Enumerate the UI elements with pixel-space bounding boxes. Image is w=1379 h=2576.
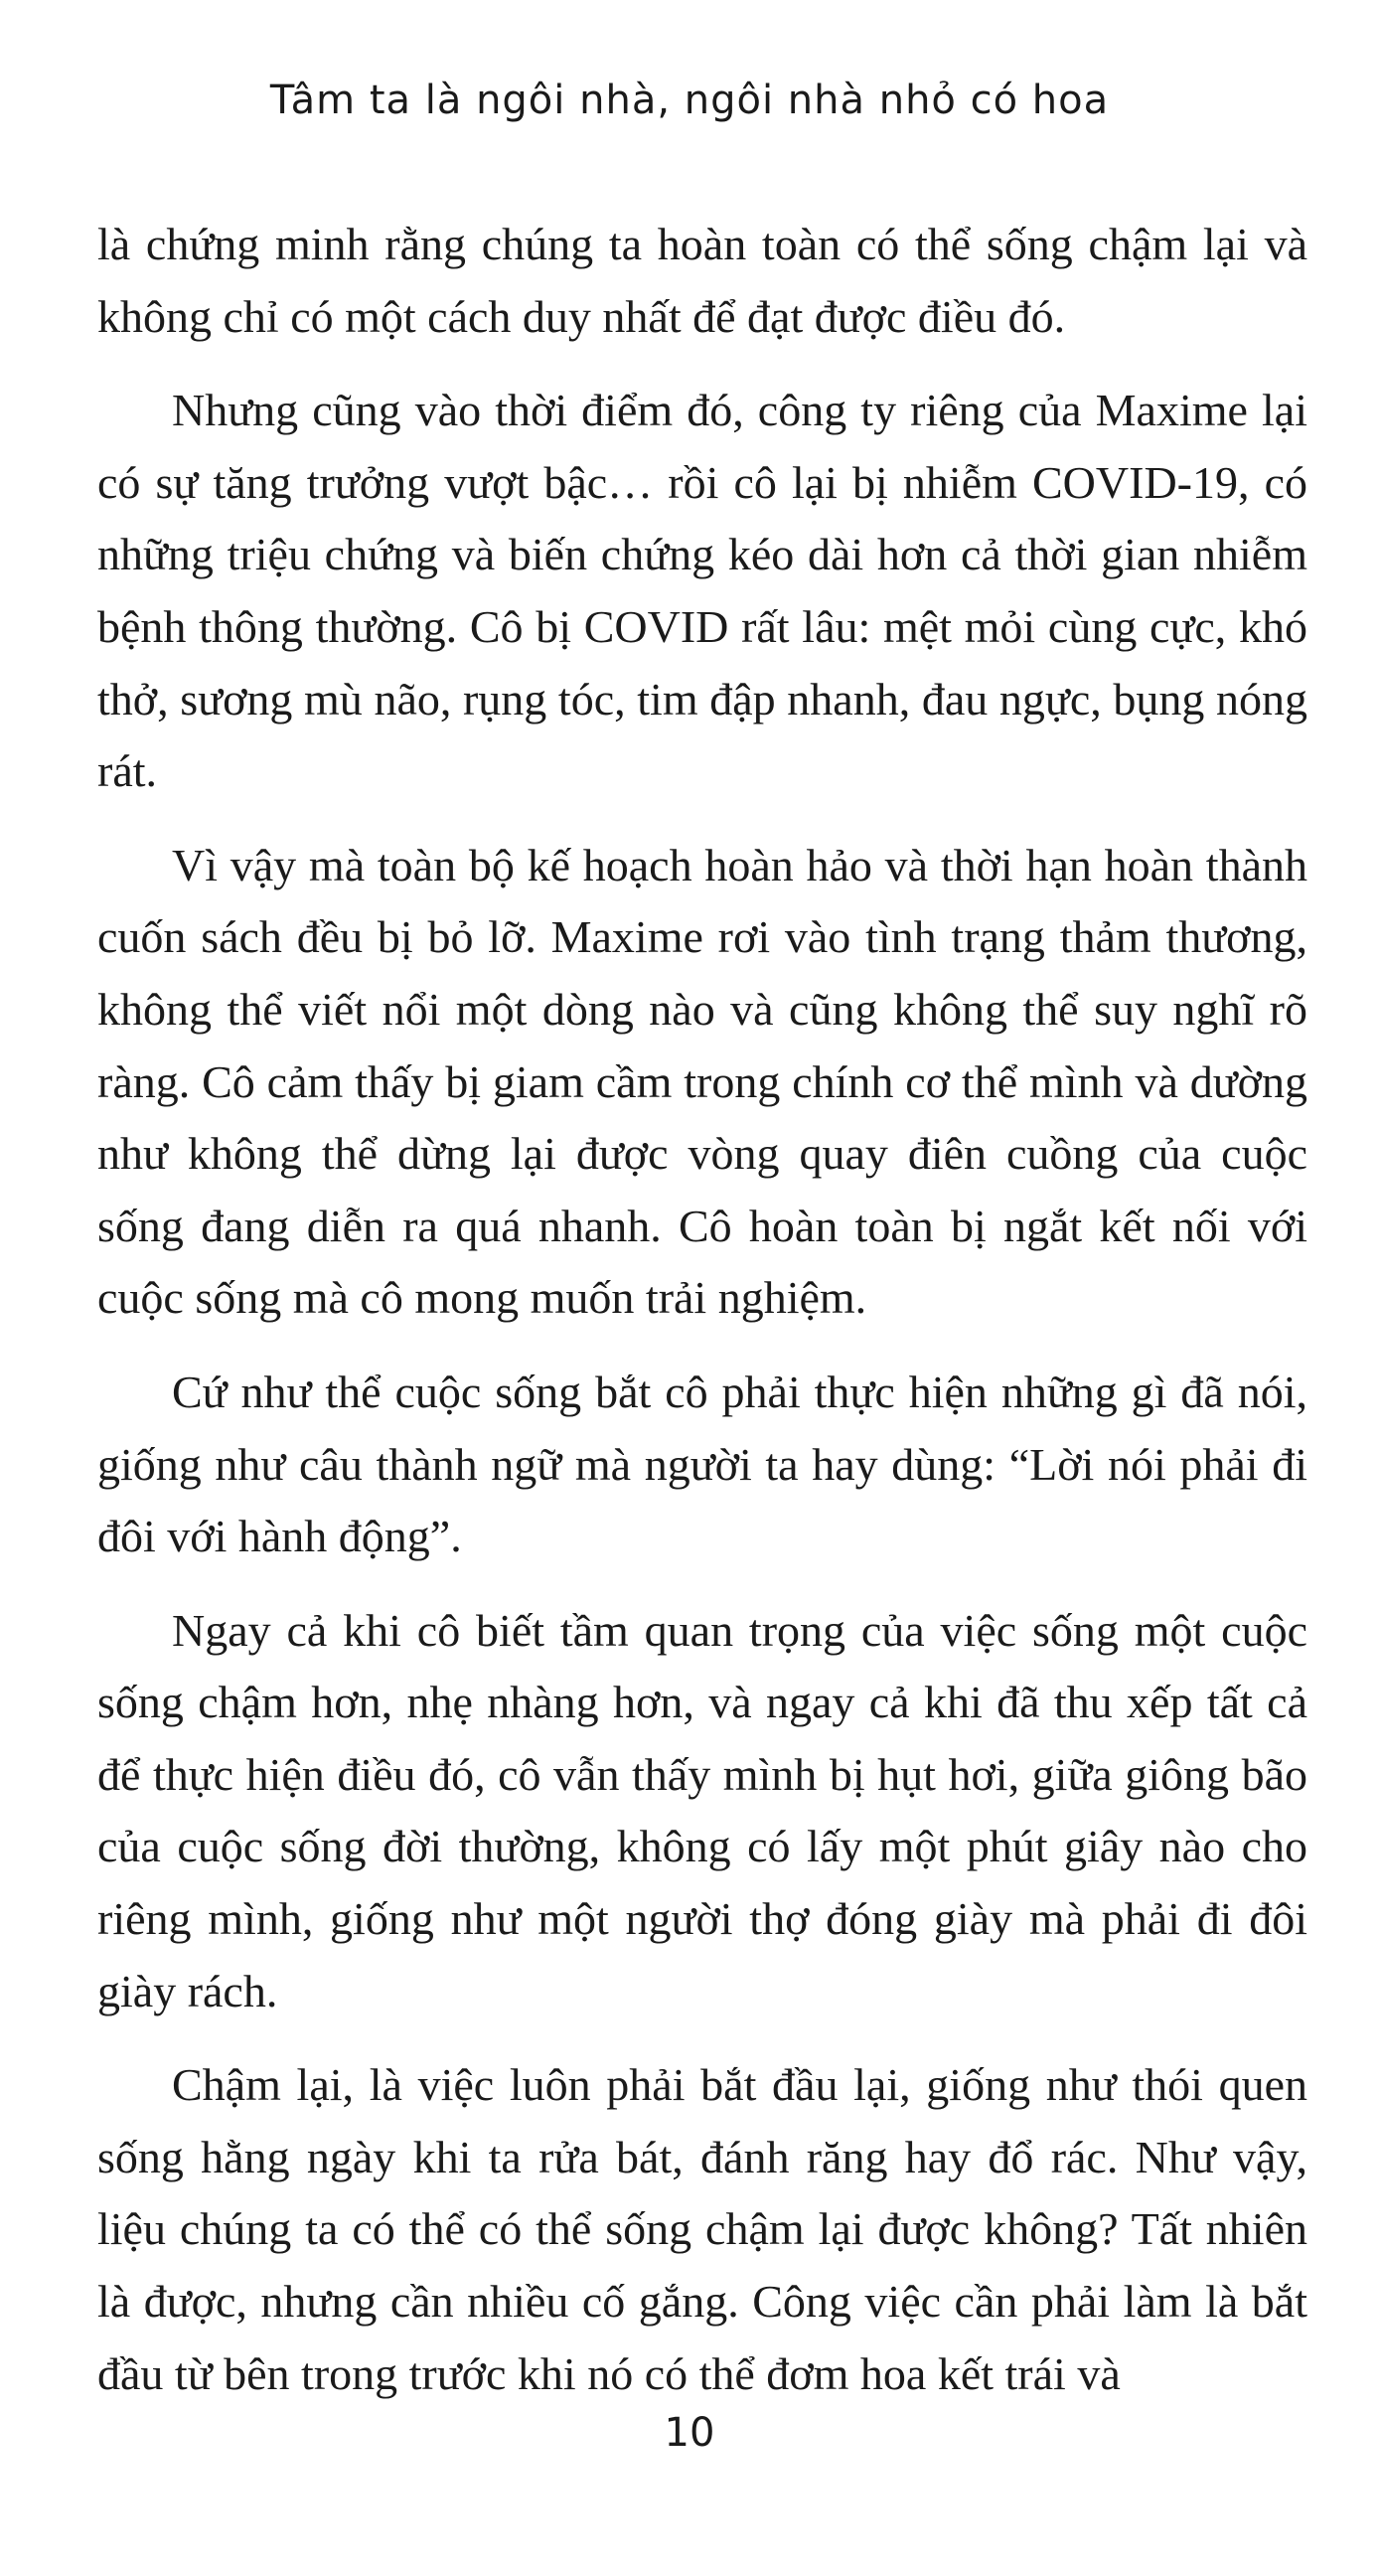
body-text	[97, 209, 1307, 2432]
paragraph: Vì vậy mà toàn bộ kế hoạch hoàn hảo và thời hạn hoàn thành cuốn sách đều bị bỏ lỡ. Maxime rơi vào tình trạng thảm thương, không thể viết nổi một dòng nào và cũng không thể suy nghĩ rõ ràng. Cô cảm thấy bị giam cầm trong chính cơ thể mình và dường như không thể dừng lại được vòng quay điên cuồng của cuộc sống đang diễn ra quá nhanh. Cô hoàn toàn bị ngắt kết nối với cuộc sống mà cô mong muốn trải nghiệm.	[97, 839, 1307, 1324]
running-header: Tâm ta là ngôi nhà, ngôi nhà nhỏ có hoa	[269, 78, 1110, 123]
paragraph-continuation: là chứng minh rằng chúng ta hoàn toàn có thể sống chậm lại và không chỉ có một cách duy nhất để đạt được điều đó.	[97, 219, 1307, 342]
paragraph: Nhưng cũng vào thời điểm đó, công ty riêng của Maxime lại có sự tăng trưởng vượt bậc… rồi cô lại bị nhiễm COVID-19, có những triệu chứng và biến chứng kéo dài hơn cả thời gian nhiễm bệnh thông thường. Cô bị COVID rất lâu: mệt mỏi cùng cực, khó thở, sương mù não, rụng tóc, tim đập nhanh, đau ngực, bụng nóng rát.	[97, 385, 1307, 797]
paragraph: Ngay cả khi cô biết tầm quan trọng của việc sống một cuộc sống chậm hơn, nhẹ nhàng hơn, và ngay cả khi đã thu xếp tất cả để thực hiện điều đó, cô vẫn thấy mình bị hụt hơi, giữa giông bão của cuộc sống đời thường, không có lấy một phút giây nào cho riêng mình, giống như một người thợ đóng giày mà phải đi đôi giày rách.	[97, 1604, 1307, 2016]
paragraph: Cứ như thể cuộc sống bắt cô phải thực hiện những gì đã nói, giống như câu thành ngữ mà người ta hay dùng: “Lời nói phải đi đôi với hành động”.	[97, 1366, 1307, 1562]
paragraph: Chậm lại, là việc luôn phải bắt đầu lại, giống như thói quen sống hằng ngày khi ta rửa bát, đánh răng hay đổ rác. Như vậy, liệu chúng ta có thể có thể sống chậm lại được không? Tất nhiên là được, nhưng cần nhiều cố gắng. Công việc cần phải làm là bắt đầu từ bên trong trước khi nó có thể đơm hoa kết trái và	[97, 2059, 1307, 2399]
page-number: 10	[664, 2410, 715, 2456]
